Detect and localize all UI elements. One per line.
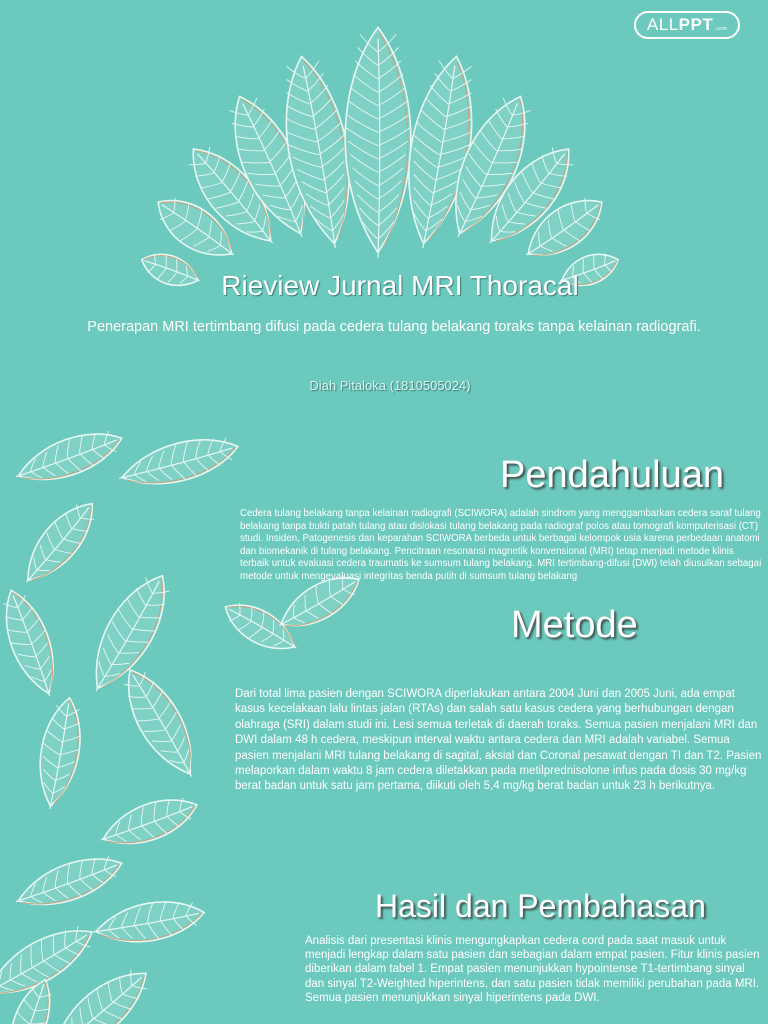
paragraph-hasil: Analisis dari presentasi klinis mengungkapkan cedera cord pada saat masuk untuk menjadi lengkap dalam satu pasien dan sebagian dalam empat pasien. Fitur klinis pasien diberikan dalam tabel 1. Empat pasien menunjukkan hypointense T1-tertimbang sinyal dan sinyal T2-Weighted hiperintens, dan satu pasien tidak memiliki perubahan pada MRI. Semua pasien menunjukkan sinyal hiperintens pada DWI. xyxy=(305,935,760,1004)
paragraph-pendahuluan: Cedera tulang belakang tanpa kelainan radiografi (SCIWORA) adalah sindrom yang menggambarkan cedera saraf tulang belakang tanpa bukti patah tulang atau dislokasi tulang belakang pada radiograf polos atau tomografi komputerisasi (CT) studi. Insiden, Patogenesis dan keparahan SCIWORA berbeda untuk berbagai kelompok usia karena perbedaan anatomi dan biomekanik di tulang belakang. Pencitraan resonansi magnetik konvensional (MRI) tetap menjadi metode klinis terbaik untuk evaluasi cedera traumatis ke sumsum tulang belakang. MRI tertimbang-difusi (DWI) telah diusulkan sebagai metode untuk mengevaluasi integritas benda putih di sumsum tulang belakang xyxy=(240,508,762,582)
slide-subtitle: Penerapan MRI tertimbang difusi pada cedera tulang belakang toraks tanpa kelainan radiografi. xyxy=(87,319,701,335)
heading-hasil-pembahasan: Hasil dan Pembahasan xyxy=(375,888,706,924)
leaf-shape xyxy=(90,894,208,951)
leaf-shape xyxy=(114,428,243,496)
leaf-shape xyxy=(10,422,128,493)
slide-content xyxy=(0,422,768,852)
leaf-shape xyxy=(0,584,67,703)
author-name: Diah Pitaloka (1810505024) xyxy=(309,378,471,393)
heading-metode: Metode xyxy=(511,604,638,646)
slide-results xyxy=(0,852,768,1024)
logo-ppt: PPT xyxy=(678,15,714,34)
paragraph-metode: Dari total lima pasien dengan SCIWORA diperlakukan antara 2004 Juni dan 2005 Juni, ada empat kasus kecelakaan lalu lintas jalan (RTAs) dan salah satu kasus cedera yang berhubungan dengan olahraga (SRI) dalam studi ini. Lesi semua terletak di daerah toraks. Semua pasien menjalani MRI dan DWI dalam 48 h cedera, meskipun interval waktu antara cedera dan MRI adalah variabel. Semua pasien menjalani MRI tulang belakang di sagital, aksial dan Coronal pesawat dengan TI dan T2. Pasien melaporkan dalam waktu 8 jam cedera diletakkan pada metilprednisolone infus pada dosis 30 mg/kg berat badan untuk satu jam pertama, diikuti oleh 5,4 mg/kg berat badan untuk 23 h berikutnya. xyxy=(235,688,762,793)
leaf-shape xyxy=(10,852,128,918)
leaf-shape xyxy=(112,660,209,787)
heading-pendahuluan: Pendahuluan xyxy=(500,454,724,496)
leaf-shape xyxy=(95,788,204,852)
logo-all: ALL xyxy=(646,15,679,34)
leaf-shape xyxy=(13,492,106,593)
logo-com: .com xyxy=(714,26,728,32)
allppt-logo xyxy=(634,11,740,39)
leaf-fan-decoration xyxy=(0,0,768,422)
leaf-shape xyxy=(31,695,88,813)
slide-title xyxy=(0,0,768,422)
leaf-shape xyxy=(345,28,411,259)
leaf-shape xyxy=(217,593,304,662)
slide-title-text: Rieview Jurnal MRI Thoracal xyxy=(221,270,579,301)
